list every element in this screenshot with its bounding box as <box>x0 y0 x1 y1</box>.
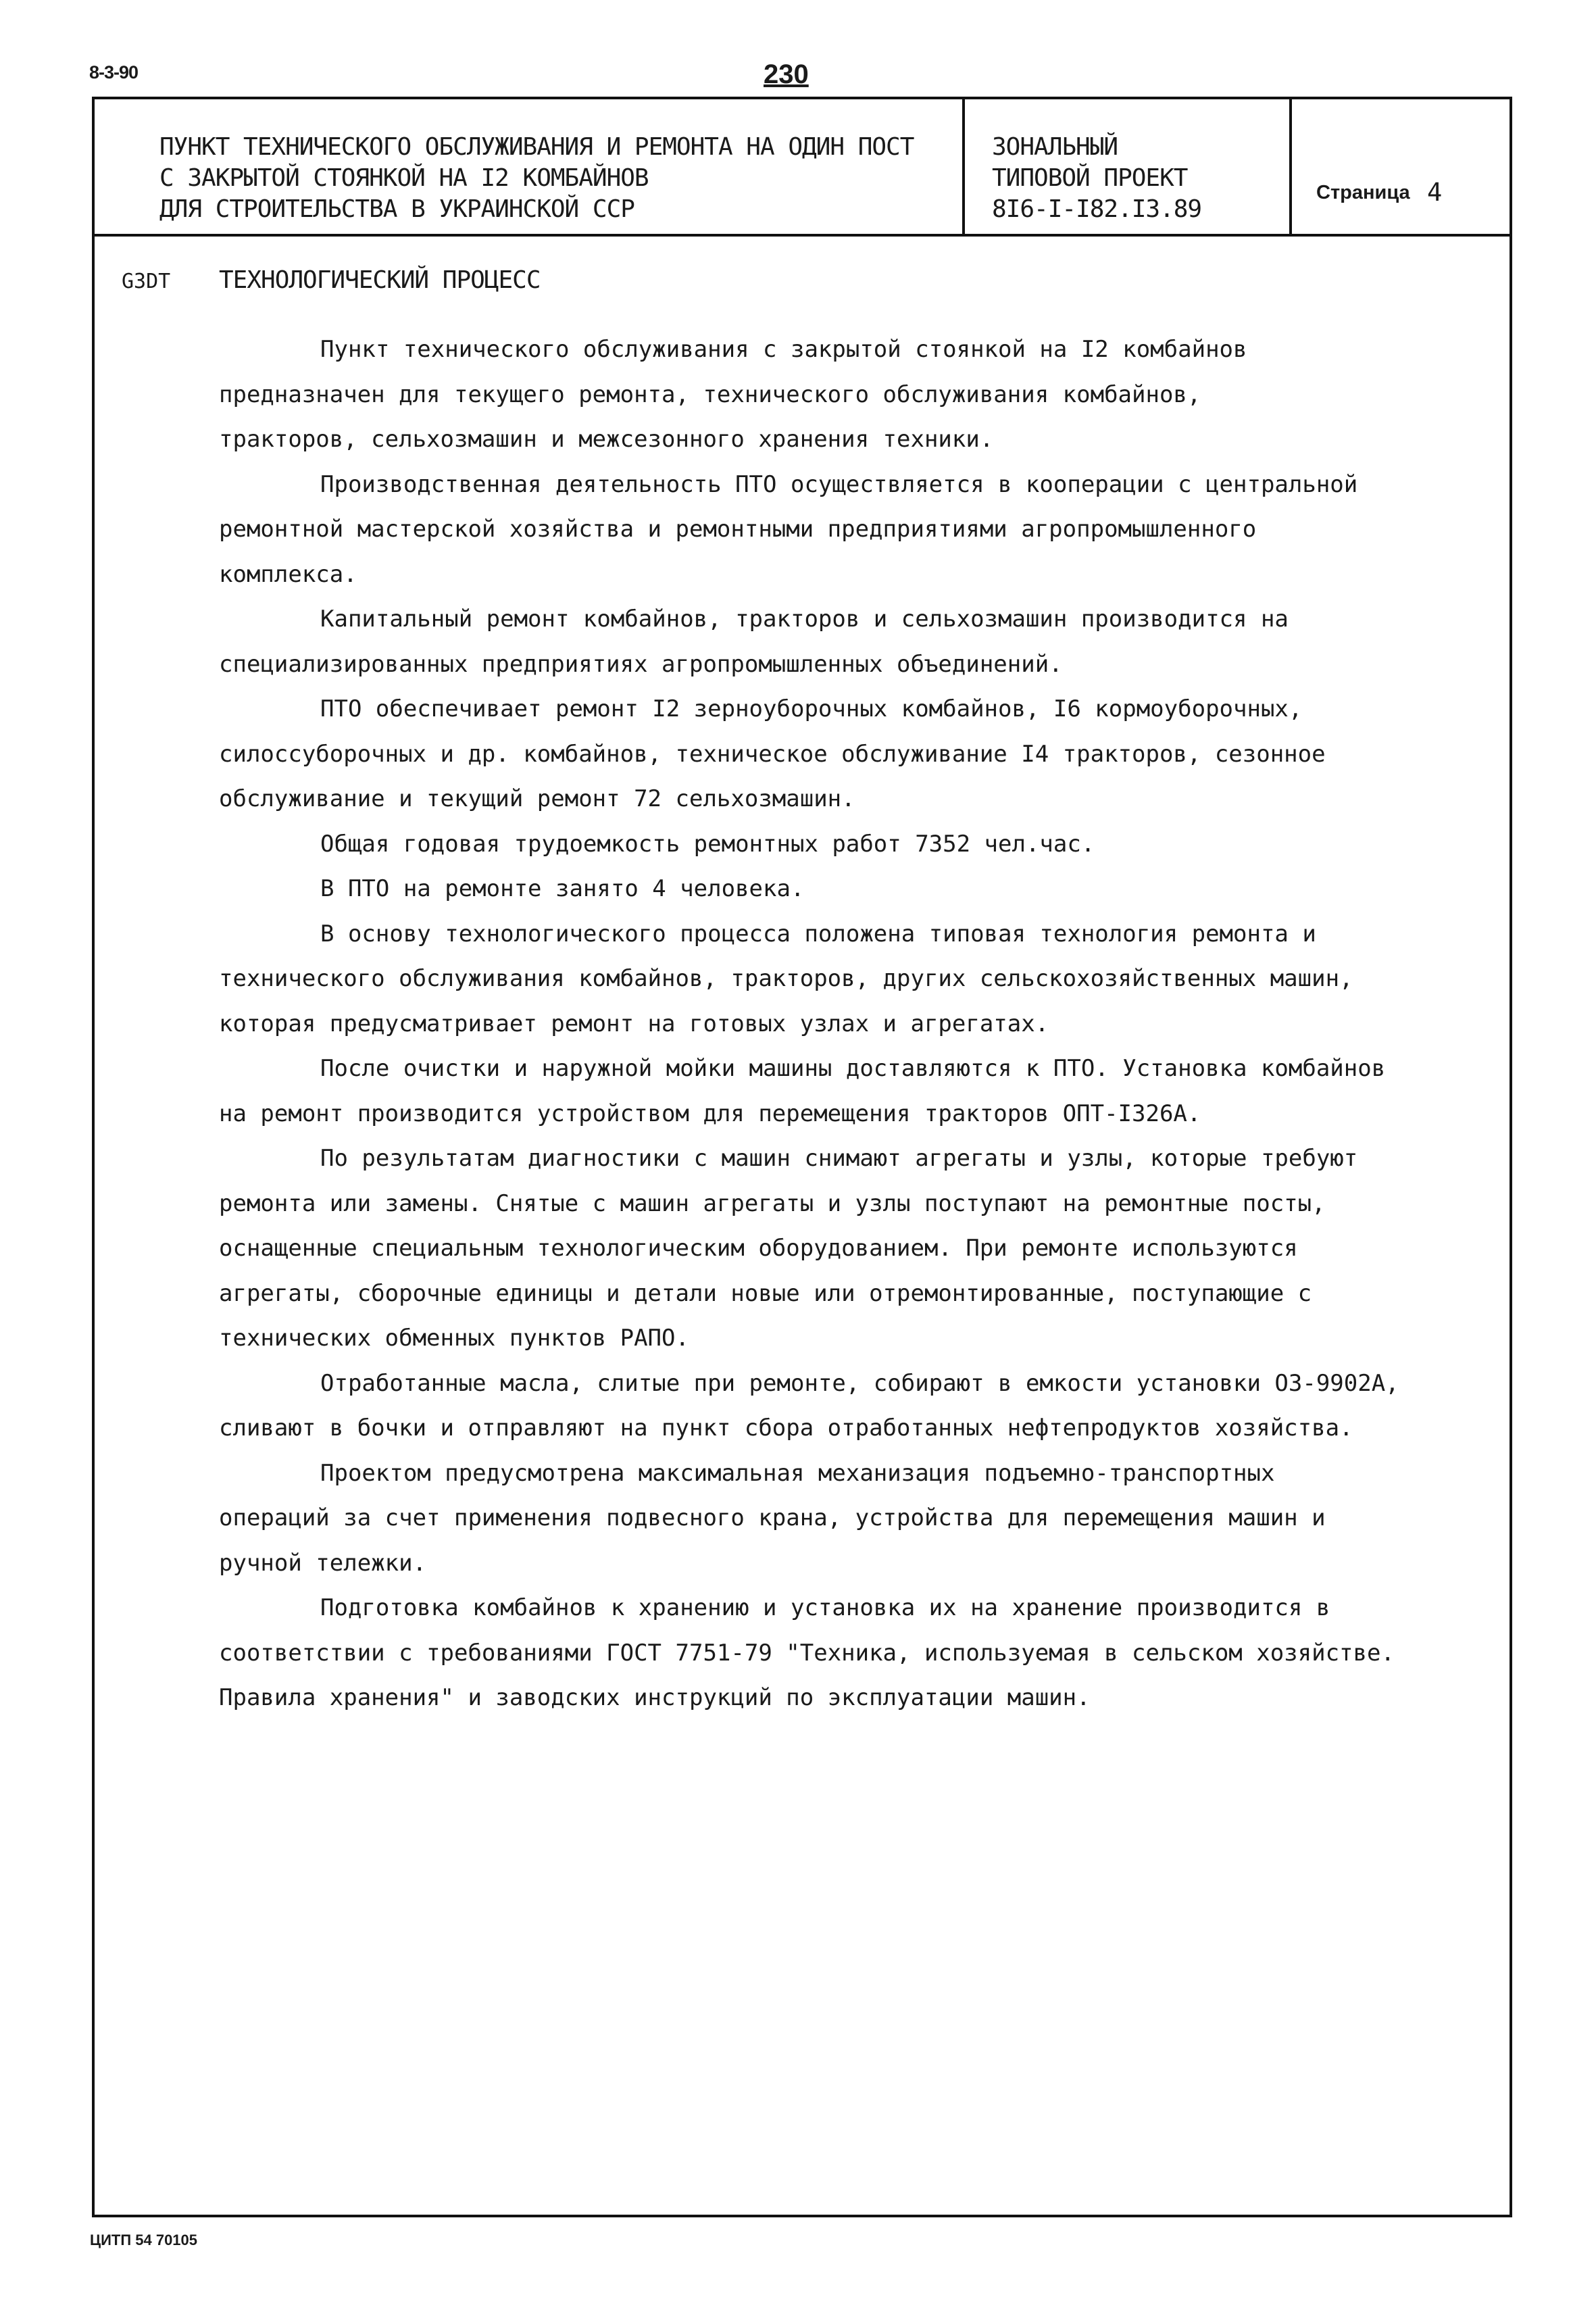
title-line: ДЛЯ СТРОИТЕЛЬСТВА В УКРАИНСКОЙ ССР <box>159 195 634 223</box>
text-line-content: Капитальный ремонт комбайнов, тракторов и сельхозмашин производится на <box>320 606 1289 633</box>
section-code: G3DT <box>122 270 171 293</box>
text-line <box>219 777 1503 822</box>
text-line-content: В основу технологического процесса положена типовая технология ремонта и <box>320 920 1316 947</box>
text-line <box>219 1046 1503 1091</box>
page-cell <box>1292 99 1510 234</box>
text-line-content: специализированных предприятиях агропромышленных объединений. <box>219 650 1063 678</box>
text-line <box>219 1675 1503 1721</box>
title-line: ПУНКТ ТЕХНИЧЕСКОГО ОБСЛУЖИВАНИЯ И РЕМОНТА НА ОДИН ПОСТ <box>159 133 914 161</box>
text-line <box>219 1406 1503 1451</box>
text-line-content: сливают в бочки и отправляют на пункт сбора отработанных нефтепродуктов хозяйства. <box>219 1414 1353 1442</box>
text-line <box>219 507 1503 552</box>
text-line <box>219 1226 1503 1271</box>
text-line-content: которая предусматривает ремонт на готовых узлах и агрегатах. <box>219 1010 1049 1037</box>
text-line <box>219 687 1503 732</box>
text-line-content: Отработанные масла, слитые при ремонте, собирают в емкости установки ОЗ-9902А, <box>320 1369 1399 1397</box>
text-line <box>219 1271 1503 1316</box>
project-cell <box>965 99 1292 234</box>
text-line <box>219 1631 1503 1676</box>
text-line-content: комплекса. <box>219 560 357 588</box>
text-line-content: ПТО обеспечивает ремонт I2 зерноуборочных комбайнов, I6 кормоуборочных, <box>320 695 1303 722</box>
text-line <box>219 1091 1503 1137</box>
text-line <box>219 822 1503 867</box>
page-number: 230 <box>764 59 809 89</box>
text-line-content: Пункт технического обслуживания с закрытой стоянкой на I2 комбайнов <box>320 336 1247 363</box>
document-title-cell <box>95 99 965 234</box>
text-line <box>219 372 1503 418</box>
text-line-content: ремонтной мастерской хозяйства и ремонтными предприятиями агропромышленного <box>219 516 1257 543</box>
page-label: Страница <box>1316 182 1410 203</box>
text-line-content: Проектом предусмотрена максимальная механизация подъемно-транспортных <box>320 1459 1275 1487</box>
text-line <box>219 1316 1503 1361</box>
text-line-content: технических обменных пунктов РАПО. <box>219 1325 689 1352</box>
text-line <box>219 956 1503 1002</box>
text-line-content: ручной тележки. <box>219 1549 427 1577</box>
text-line <box>219 642 1503 687</box>
project-line: ЗОНАЛЬНЫЙ <box>992 133 1118 161</box>
text-line <box>219 912 1503 957</box>
text-line <box>219 1361 1503 1406</box>
section-title: ТЕХНОЛОГИЧЕСКИЙ ПРОЦЕСС <box>219 266 541 294</box>
text-line-content: тракторов, сельхозмашин и межсезонного хранения техники. <box>219 426 994 453</box>
title-line: С ЗАКРЫТОЙ СТОЯНКОЙ НА I2 КОМБАЙНОВ <box>159 164 649 192</box>
project-line: ТИПОВОЙ ПРОЕКТ <box>992 164 1188 192</box>
text-line-content: После очистки и наружной мойки машины доставляются к ПТО. Установка комбайнов <box>320 1055 1386 1082</box>
text-line <box>219 1585 1503 1631</box>
text-line-content: Производственная деятельность ПТО осуществляется в кооперации с центральной <box>320 470 1358 498</box>
text-line <box>219 866 1503 912</box>
text-line-content: технического обслуживания комбайнов, тракторов, других сельскохозяйственных машин, <box>219 965 1353 992</box>
text-line <box>219 597 1503 642</box>
project-line: 8I6-I-I82.I3.89 <box>992 195 1202 223</box>
text-line-content: ремонта или замены. Снятые с машин агрегаты и узлы поступают на ремонтные посты, <box>219 1189 1326 1217</box>
text-line-content: предназначен для текущего ремонта, технического обслуживания комбайнов, <box>219 380 1201 408</box>
text-line-content: Подготовка комбайнов к хранению и установка их на хранение производится в <box>320 1594 1330 1621</box>
text-line-content: обслуживание и текущий ремонт 72 сельхозмашин. <box>219 785 855 812</box>
body-text <box>219 327 1503 1721</box>
document-frame <box>92 97 1512 2217</box>
text-line <box>219 417 1503 462</box>
printer-stamp: ЦИТП 54 70105 <box>90 2232 198 2248</box>
text-line <box>219 552 1503 597</box>
text-line <box>219 732 1503 777</box>
text-line-content: оснащенные специальным технологическим оборудованием. При ремонте используются <box>219 1235 1298 1262</box>
text-line-content: Правила хранения" и заводских инструкций по эксплуатации машин. <box>219 1684 1091 1711</box>
text-line <box>219 1002 1503 1047</box>
text-line-content: соответствии с требованиями ГОСТ 7751-79 "Техника, используемая в сельском хозяйстве. <box>219 1639 1395 1667</box>
text-line <box>219 1181 1503 1227</box>
text-line-content: В ПТО на ремонте занято 4 человека. <box>320 875 805 902</box>
text-line <box>219 1136 1503 1181</box>
text-line <box>219 1541 1503 1586</box>
text-line <box>219 462 1503 508</box>
title-block <box>95 99 1510 237</box>
text-line-content: операций за счет применения подвесного крана, устройства для перемещения машин и <box>219 1504 1326 1531</box>
page-value: 4 <box>1427 178 1443 207</box>
text-line <box>219 1451 1503 1496</box>
text-line <box>219 1496 1503 1541</box>
text-line-content: Общая годовая трудоемкость ремонтных работ 7352 чел.час. <box>320 830 1095 858</box>
text-line-content: на ремонт производится устройством для перемещения тракторов ОПТ-I326А. <box>219 1100 1201 1127</box>
text-line-content: силоссуборочных и др. комбайнов, техническое обслуживание I4 тракторов, сезонное <box>219 740 1326 768</box>
page-code: 8-3-90 <box>89 62 139 82</box>
text-line-content: По результатам диагностики с машин снимают агрегаты и узлы, которые требуют <box>320 1145 1358 1172</box>
text-line-content: агрегаты, сборочные единицы и детали новые или отремонтированные, поступающие с <box>219 1279 1312 1307</box>
text-line <box>219 327 1503 372</box>
